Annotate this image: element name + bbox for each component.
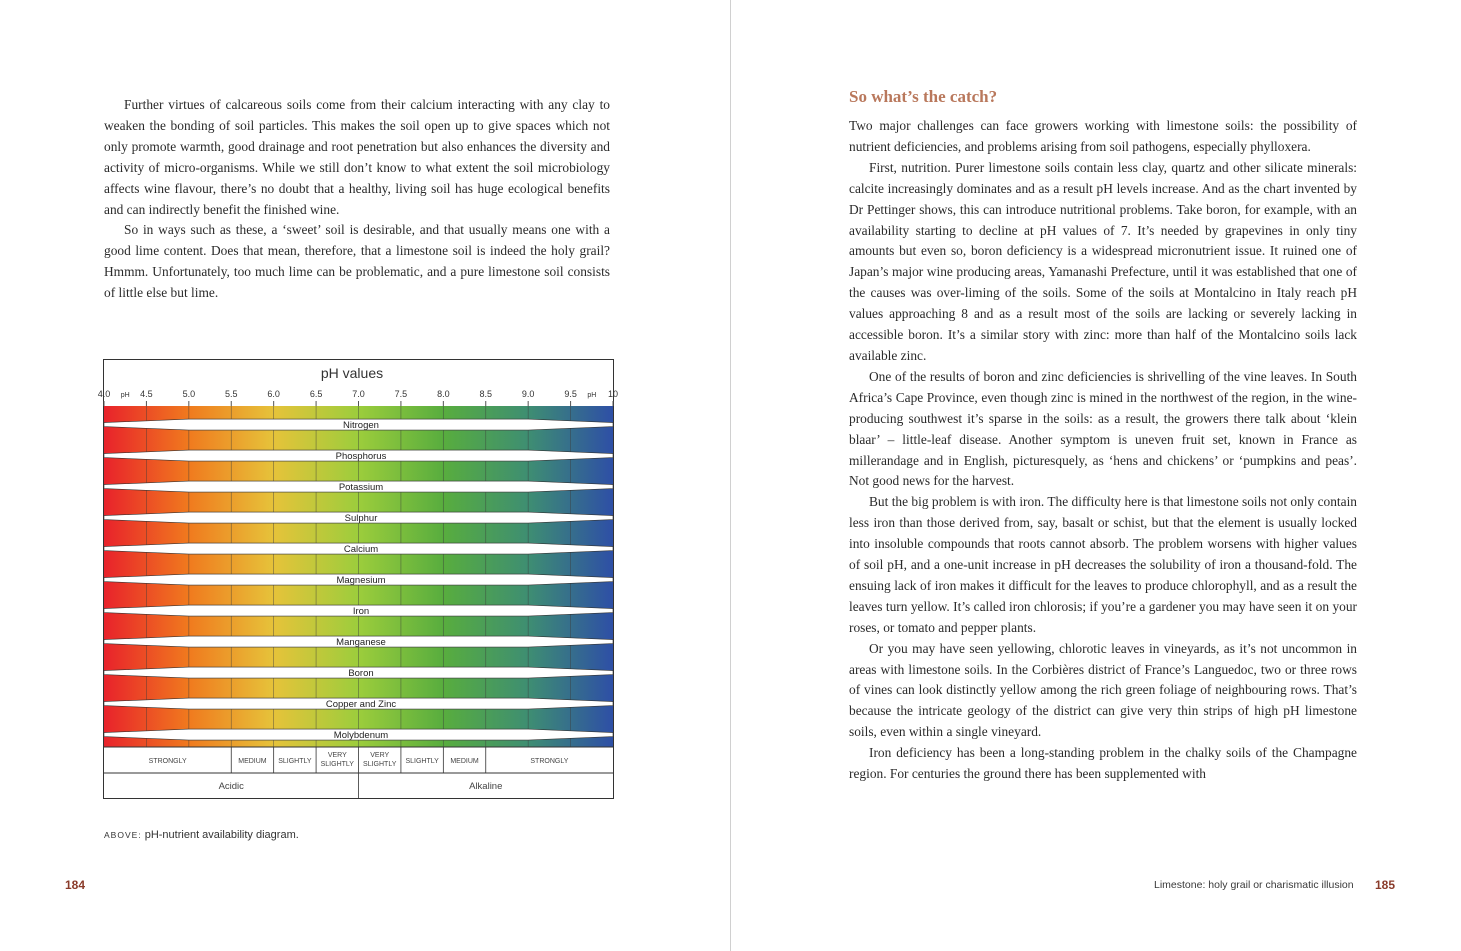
acidity-degree-label: STRONGLY	[148, 758, 187, 765]
paragraph: Or you may have seen yellowing, chlorotic leaves in vineyards, as it’s not uncommon in areas with limestone soils. In the Corbières district of France’s Languedoc, two or three rows of vines can look distinctly yellow among the rich green foliage of neighbouring rows. That’s because the intricate geology of the district can give very thin strips of high pH limestone soils, even within a single vineyard.	[849, 640, 1357, 740]
paragraph: Two major challenges can face growers working with limestone soils: the possibility of nutrient deficiencies, and problems arising from soil pathogens, especially phylloxera.	[849, 118, 1357, 154]
caption-text: pH-nutrient availability diagram.	[141, 829, 299, 841]
alkaline-label: Alkaline	[469, 781, 503, 792]
running-head: Limestone: holy grail or charismatic illusion	[1154, 879, 1354, 891]
acidity-degree-label: MEDIUM	[450, 758, 479, 765]
nutrient-label: Boron	[348, 668, 374, 680]
ph-tick-label: 6.5	[309, 389, 323, 399]
section-heading: So what’s the catch?	[849, 87, 998, 106]
ph-tick-label: 7.0	[352, 389, 365, 399]
nutrient-label: Nitrogen	[343, 420, 379, 432]
ph-tick-label: 9.0	[521, 389, 535, 399]
paragraph: One of the results of boron and zinc deficiencies is shrivelling of the vine leaves. In South Africa’s Cape Province, even though zinc is mined in the northwest of the region, in the wine-producing southwest it’s sparse in the soils: as a result, the growers there talk about ‘klein blaar’ – little-leaf disease. Another symptom is uneven fruit set, known in France as millerandage and in English, picturesquely, as ‘hens and chickens’ or ‘pumpkins and peas’. Not good news for the harvest.	[849, 368, 1357, 489]
right-body-text	[849, 116, 1357, 785]
ph-tick-label: 9.5	[564, 389, 577, 399]
acidity-degree-label: SLIGHTLY	[278, 758, 312, 765]
page-number-left: 184	[65, 878, 86, 892]
left-page	[0, 0, 730, 951]
ph-tick-label: 5.5	[224, 389, 238, 399]
ph-unit-label-left: pH	[120, 392, 130, 399]
ph-nutrient-availability-diagram	[97, 359, 619, 801]
right-page	[731, 0, 1461, 951]
ph-tick-label: 8.5	[479, 389, 493, 399]
ph-tick-label: 7.5	[394, 389, 408, 399]
acidic-label: Acidic	[218, 781, 244, 792]
ph-tick-label: 6.0	[267, 389, 280, 399]
paragraph: But the big problem is with iron. The difficulty here is that limestone soils not only contain less iron than those derived from, say, basalt or schist, but that the element is usually locked into insoluble compounds that roots cannot absorb. The problem worsens with higher values of soil pH, and a one-unit increase in pH decreases the solubility of iron a thousand-fold. The ensuing lack of iron makes it difficult for the leaves to produce chlorophyll, and as a result the leaves turn yellow. It’s called iron chlorosis; if you’re a gardener you may have seen it on your roses, or tomato and pepper plants.	[849, 494, 1357, 635]
paragraph: So in ways such as these, a ‘sweet’ soil is desirable, and that usually means one with a good lime content. Does that mean, therefore, that a limestone soil is indeed the holy grail? Hmmm. Unfortunately, too much lime can be problematic, and a pure limestone soil consists of little else but lime.	[104, 222, 610, 301]
paragraph: Further virtues of calcareous soils come from their calcium interacting with any clay to weaken the bonding of soil particles. This makes the soil open up to give spaces which not only promote warmth, good drainage and root penetration but also enhances the diversity and activity of micro-organisms. While we still don’t know to what extent the soil microbiology affects wine flavour, there’s no doubt that a healthy, living soil has huge ecological benefits and can indirectly benefit the finished wine.	[104, 97, 610, 217]
nutrient-label: Copper and Zinc	[325, 699, 397, 711]
acidity-degree-label: VERY SLIGHTLY	[320, 752, 354, 768]
paragraph: Iron deficiency has been a long-standing problem in the chalky soils of the Champagne region. For centuries the ground there has been supplemented with	[849, 745, 1357, 782]
nutrient-label: Magnesium	[336, 575, 386, 587]
ph-tick-label: 5.0	[182, 389, 196, 399]
nutrient-label: Phosphorus	[335, 451, 387, 463]
figure-caption	[104, 829, 299, 841]
nutrient-label: Calcium	[343, 544, 379, 556]
nutrient-label: Manganese	[336, 637, 386, 649]
acidity-degree-label: SLIGHTLY	[405, 758, 439, 765]
ph-unit-label-right: pH	[587, 392, 597, 399]
left-body-text	[104, 95, 610, 304]
caption-label: ABOVE:	[104, 830, 142, 840]
ph-tick-label: 4.5	[140, 389, 153, 399]
chart-title: pH values	[320, 365, 384, 381]
nutrient-label: Molybdenum	[333, 730, 389, 742]
nutrient-label: Sulphur	[344, 513, 378, 525]
ph-tick-label: 10	[607, 389, 619, 399]
acidity-degree-label: VERY SLIGHTLY	[363, 752, 397, 768]
ph-tick-label: 8.0	[437, 389, 450, 399]
nutrient-label: Iron	[352, 606, 370, 618]
paragraph: First, nutrition. Purer limestone soils contain less clay, quartz and other silicate minerals: calcite increasingly dominates and as a result pH levels increase. And as the chart invented by Dr Pettinger shows, this can introduce nutritional problems. Take boron, for example, with an availability starting to decline at pH values of 7. It’s needed by grapevines in only tiny amounts but even so, boron deficiency is a widespread micronutrient issue. It ruined one of Japan’s major wine producing areas, Yamanashi Prefecture, until it was established that one of the causes was over-liming of the soils. Some of the soils at Montalcino in Italy reach pH values approaching 8 and as a result most of the soils are lacking or severely lacking in accessible boron. It’s a similar story with zinc: more than half of the Montalcino soils lack available zinc.	[849, 159, 1357, 363]
acidity-degree-label: MEDIUM	[238, 758, 267, 765]
page-number-right: 185	[1375, 878, 1396, 892]
acidity-degree-label: STRONGLY	[530, 758, 569, 765]
ph-tick-label: 4.0	[97, 389, 111, 399]
nutrient-label: Potassium	[338, 482, 384, 494]
